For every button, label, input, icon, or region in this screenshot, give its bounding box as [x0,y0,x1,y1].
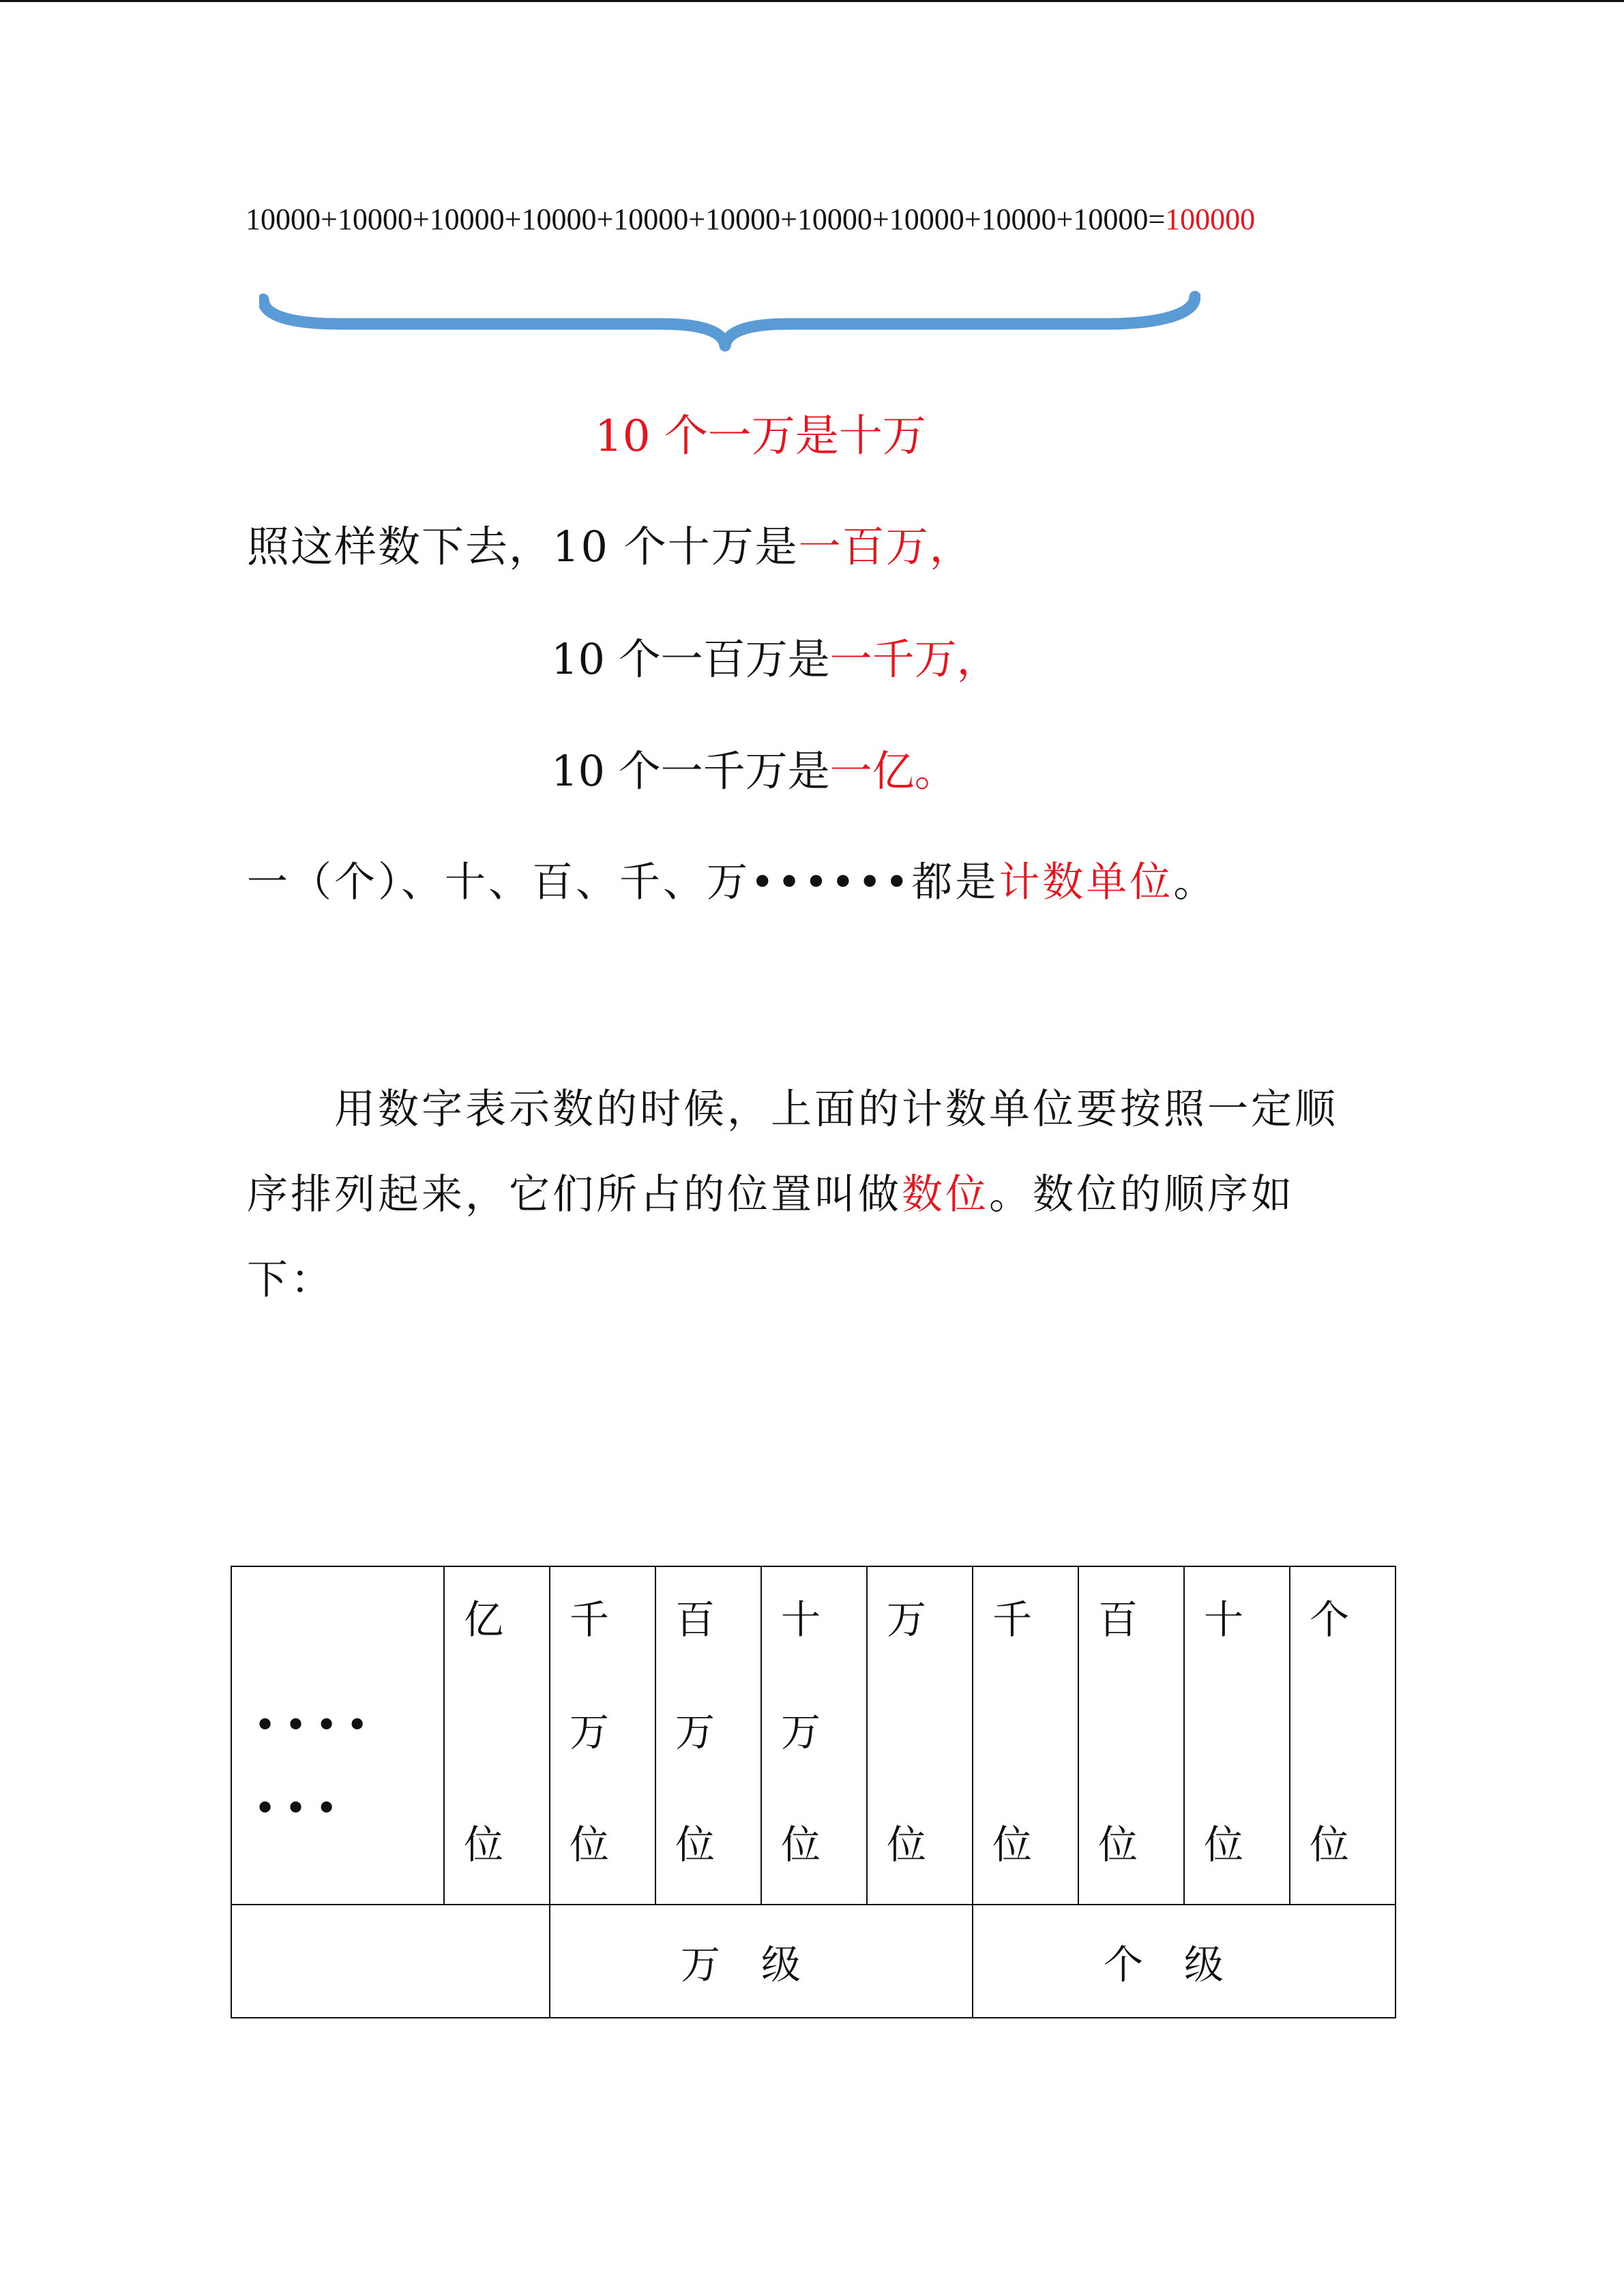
place-char: 位 [1204,1821,1244,1868]
sum-equation [246,202,1255,237]
line-highlight: 一亿。 [829,746,957,796]
table-cell-empty [231,1905,550,2018]
ellipsis-dots: ••• [254,1787,346,1831]
curly-brace-icon [259,290,1200,358]
group-ge-cell: 个级 [973,1905,1396,2018]
page-top-border [0,0,1624,2]
counting-line-million [247,513,973,573]
paragraph-text: 用数字表示数的时候，上面的计数单位要按照一定顺序排列起来，它们所占的位置叫做 [247,1086,1338,1219]
line-highlight: 一千万， [829,634,999,684]
place-char: 位 [887,1821,927,1868]
place-char: 位 [675,1821,715,1868]
place-char: 亿 [464,1596,504,1643]
place-char: 万 [887,1596,927,1643]
counting-line-ten-million [551,625,999,686]
table-row [231,1566,1396,1905]
line-prefix: 10 个一千万是 [551,746,830,796]
counting-units-line [247,850,1217,908]
line-prefix: 一（个）、十、百、千、万••••••都是 [247,859,999,906]
place-char: 千 [570,1596,610,1643]
equation-terms: 10000+10000+10000+10000+10000+10000+10000+10000+10000+10000= [246,203,1166,236]
paragraph-highlight: 数位 [902,1171,989,1219]
ten-wan-line: 10 个一万是十万 [595,411,926,462]
place-char: 个 [1310,1596,1350,1643]
place-char: 位 [781,1821,821,1868]
table-row [231,1905,1396,2018]
line-prefix: 照这样数下去，10 个十万是 [247,522,799,571]
table-cell-place [444,1566,550,1905]
place-char: 千 [992,1596,1033,1643]
ellipsis-dots: •••• [254,1703,377,1748]
place-char: 位 [1310,1821,1350,1868]
place-char: 万 [781,1709,821,1755]
place-char: 位 [1098,1821,1138,1868]
place-char: 位 [570,1821,610,1868]
place-char: 十 [781,1596,821,1643]
table-cell-place [550,1566,655,1905]
group-wan-cell: 万级 [550,1905,973,2018]
place-char: 百 [1098,1596,1138,1643]
table-cell-place [655,1566,761,1905]
table-cell-place [761,1566,867,1905]
equation-result: 100000 [1165,203,1256,236]
paragraph-text-end: 。数位的顺序如下： [247,1171,1295,1304]
place-char: 万 [675,1709,715,1755]
table-cell-place [867,1566,973,1905]
table-cell-place [973,1566,1078,1905]
line-suffix: 。 [1173,859,1217,906]
table-cell-place [1290,1566,1396,1905]
line-prefix: 10 个一百万是 [551,634,830,684]
place-char: 百 [675,1596,715,1643]
line-highlight: 计数单位 [999,859,1174,906]
place-char: 位 [992,1821,1033,1868]
counting-line-hundred-million [551,737,957,798]
table-cell-ellipsis [231,1566,444,1905]
place-char: 十 [1204,1596,1244,1643]
line-highlight: 一百万， [798,522,973,571]
place-value-paragraph [247,1067,1352,1323]
table-cell-place [1184,1566,1290,1905]
table-cell-place [1078,1566,1184,1905]
place-char: 位 [464,1821,504,1868]
place-char: 万 [570,1709,610,1755]
place-value-table [231,1566,1396,2018]
